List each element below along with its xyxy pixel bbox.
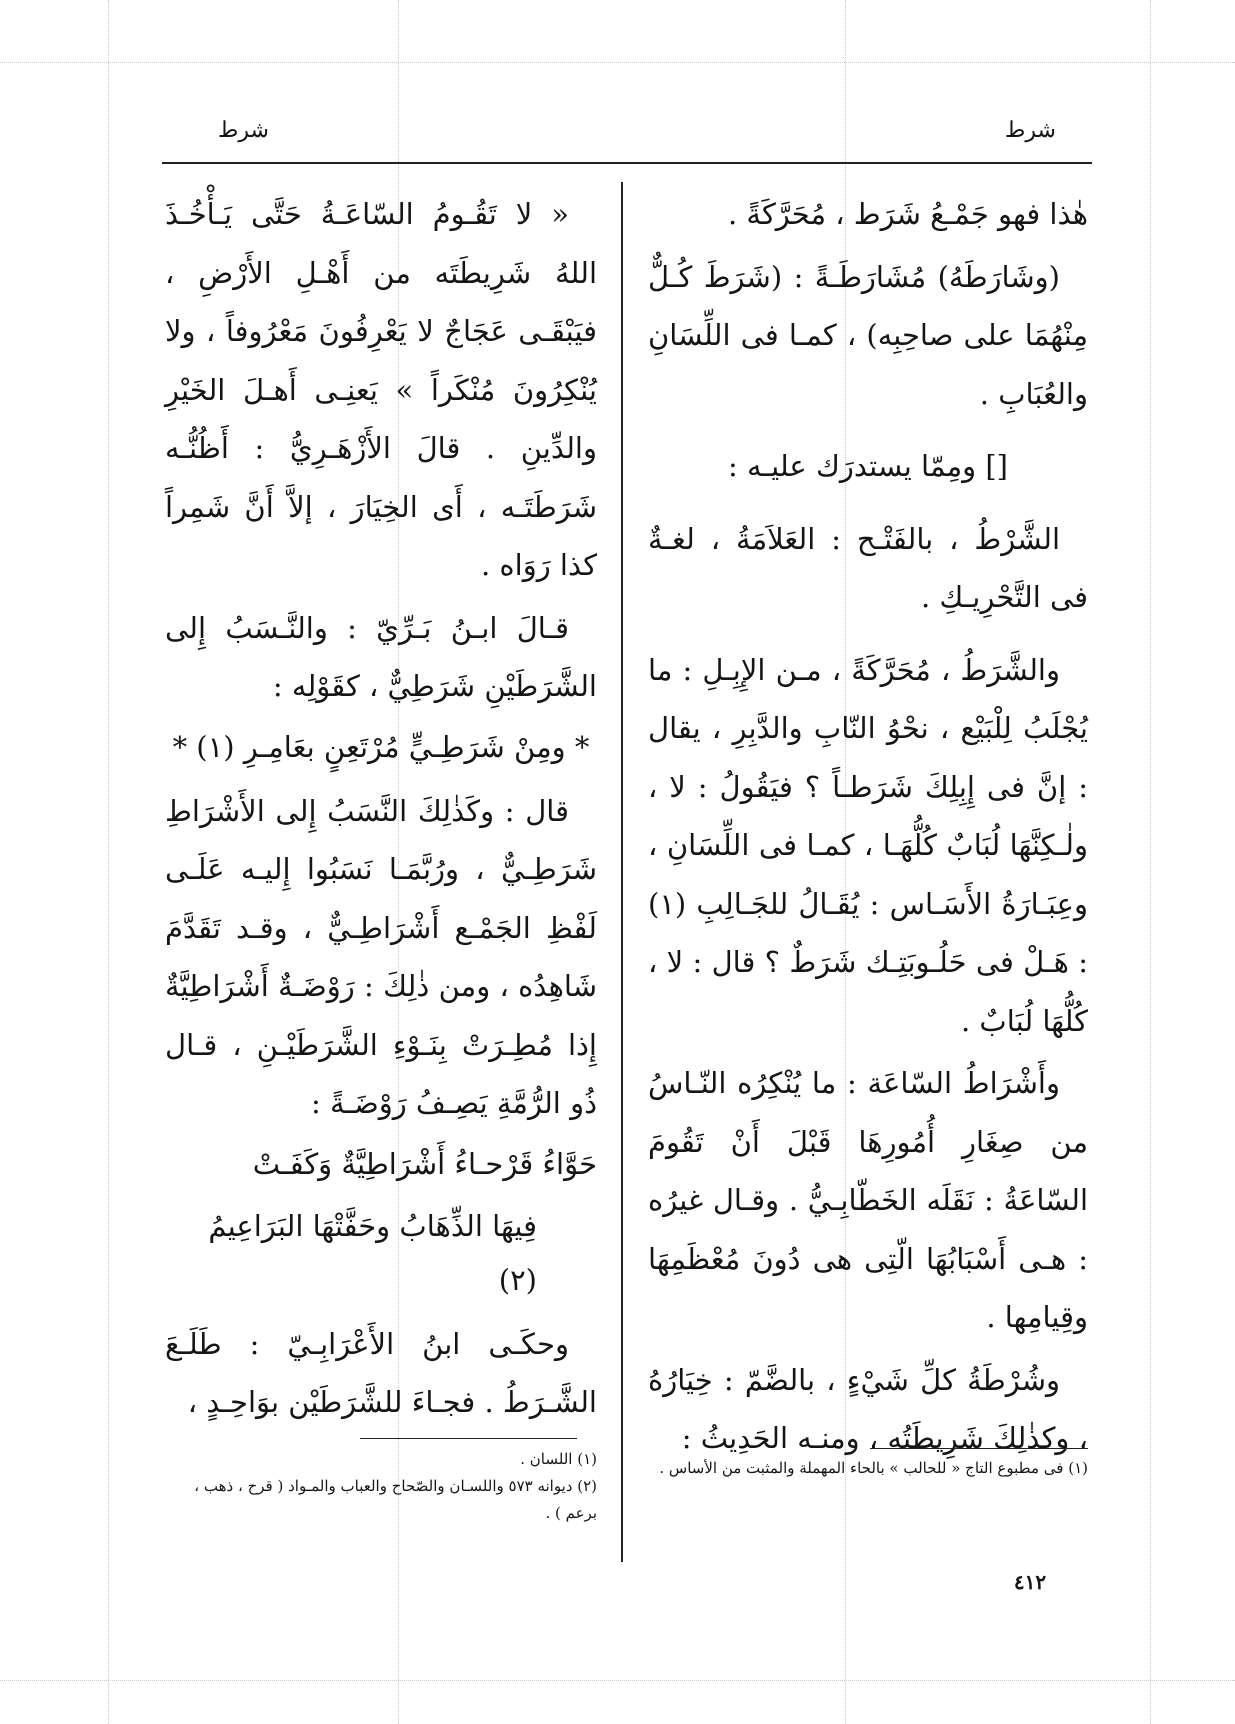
header-rule: [162, 162, 1092, 164]
left-column: [165, 185, 597, 1436]
paragraph: هٰذا فهو جَمْـعُ شَرَط ، مُحَرَّكَةً .: [727, 197, 1088, 231]
paragraph: والشَّرَطُ ، مُحَرَّكَةً ، مـن الإِبِـلِ : ما يُجْلَبُ لِلْبَيْع ، نحْوُ النّابِ والدَّبِرِ ، يقال : إنَّ فى إِبِلِكَ شَرَطـاً ؟ فيَقُولُ : لا ، ولٰـكِنَّهَا لُبَابٌ كُلُّهَـا ، كمـا فى اللِّسَانِ ، وعِبَـارَةُ الأَسَـاس : يُقَـالُ للجَـالِبِ (١) : هَـلْ فى حَلُـوبَتِـك شَرَطٌ ؟ قال : لا ، كُلُّهَا لُبَابٌ .: [648, 652, 1088, 1038]
scan-guide-line: [1150, 0, 1151, 1724]
right-column: [648, 185, 1088, 1472]
verse-line: حَوَّاءُ قَرْحـاءُ أَشْرَاطِيَّةٌ وَكَفَـتْ: [252, 1146, 597, 1181]
paragraph: وشُرْطَةُ كلِّ شَيْءٍ ، بالضَّمّ : خِيَارُهُ ، وكذٰلِكَ شَرِيطَتُه ، ومنـه الحَدِيثُ :: [648, 1362, 1088, 1455]
column-divider: [621, 182, 623, 1562]
paragraph: قـالَ ابـنُ بَـرِّيّ : والنَّـسَبُ إِلى الشَّرَطَيْنِ شَرَطِيٌّ ، كقَوْلِه :: [165, 610, 597, 703]
scan-guide-line: [0, 62, 1235, 63]
footnote-rule-left: [360, 1438, 577, 1439]
scan-guide-line: [0, 1680, 1235, 1681]
scan-guide-line: [108, 0, 109, 1724]
paragraph: [] ومِمّا يستدرَك عليـه :: [728, 449, 1008, 483]
header-word-left: شرط: [218, 118, 269, 143]
footnotes-right: [648, 1455, 1088, 1482]
paragraph: « لا تَقُـومُ السّاعَـةُ حَتَّى يَـأْخُـذَ اللهُ شَرِيطَتَه من أَهْـلِ الأَرْضِ ، فيَبْقَـى عَجَاجٌ لا يَعْرِفُونَ مَعْرُوفاً ، ولا يُنْكِرُونَ مُنْكَراً » يَعنِـى أَهـلَ الخَيْرِ والدِّينِ . قالَ الأَزْهَـرِيُّ : أَظُنُّـه شَرَطَتَـه ، أَى الخِيَارَ ، إلاَّ أَنَّ شَمِراً كذا رَوَاه .: [165, 197, 597, 582]
paragraph: قال : وكَذٰلِكَ النَّسَبُ إِلى الأَشْرَاطِ شَرَطِـيٌّ ، ورُبَّمَـا نَسَبُوا إِليـه عَلَـى لَفْظِ الجَمْـع أَشْرَاطِـيٌّ ، وقـد تَقَدَّمَ شَاهِدُه ، ومن ذٰلِكَ : رَوْضَـةٌ أَشْرَاطِيَّةٌ إِذا مُطِـرَتْ بِنَـوْءِ الشَّرَطَيْـنِ ، قـال ذُو الرُّمَّةِ يَصِـفُ رَوْضَـةً :: [165, 793, 597, 1120]
page-number: ٤١٢: [1013, 1570, 1047, 1594]
header-word-right: شرط: [1005, 118, 1056, 143]
footnote: (٢) ديوانه ٥٧٣ واللسـان والصّحاح والعباب والمـواد ( قرح ، ذهب ، برعم ) .: [194, 1477, 597, 1522]
verse-line: فِيهَا الذِّهَابُ وحَفَّتْهَا البَرَاعِيمُ (٢): [208, 1208, 537, 1297]
paragraph: وأَشْرَاطُ السّاعَة : ما يُنْكِرُه النّـاسُ من صِغَارِ أُمُورِهَا قَبْلَ أَنْ تَقُومَ السّاعَةُ : نَقَلَه الخَطّابِـيُّ . وقـال غيرُه : هـى أَسْبَابُهَا الّتِى هى دُونَ مُعْظَمِهَا وقِيامِها .: [648, 1066, 1088, 1334]
verse-line: * ومِنْ شَرَطِـيٍّ مُرْتَعِنٍ بعَامِـرِ (١) *: [172, 729, 590, 764]
footnote: (١) فى مطبوع التاج « للحالب » بالحاء المهملة والمثبت من الأساس .: [659, 1459, 1088, 1477]
paragraph: (وشَارَطَهُ) مُشَارَطَـةً : (شَرَطَ كُـلٌّ مِنْهُمَا على صاحِبِه) ، كمـا فى اللِّسَانِ والعُبَابِ .: [648, 259, 1088, 411]
paragraph: الشَّرْطُ ، بالفَتْـح : العَلاَمَةُ ، لغـةٌ فى التَّحْرِيـكِ .: [648, 521, 1088, 614]
footnote-rule-right: [870, 1448, 1088, 1449]
footnote: (١) اللسان .: [520, 1450, 597, 1468]
paragraph: وحكَـى ابنُ الأَعْرَابِـيّ : طَلَـعَ الشَّـرَطُ . فجـاءَ للشَّرَطَيْن بوَاحِـدٍ ،: [165, 1326, 597, 1419]
footnotes-left: [165, 1446, 597, 1527]
